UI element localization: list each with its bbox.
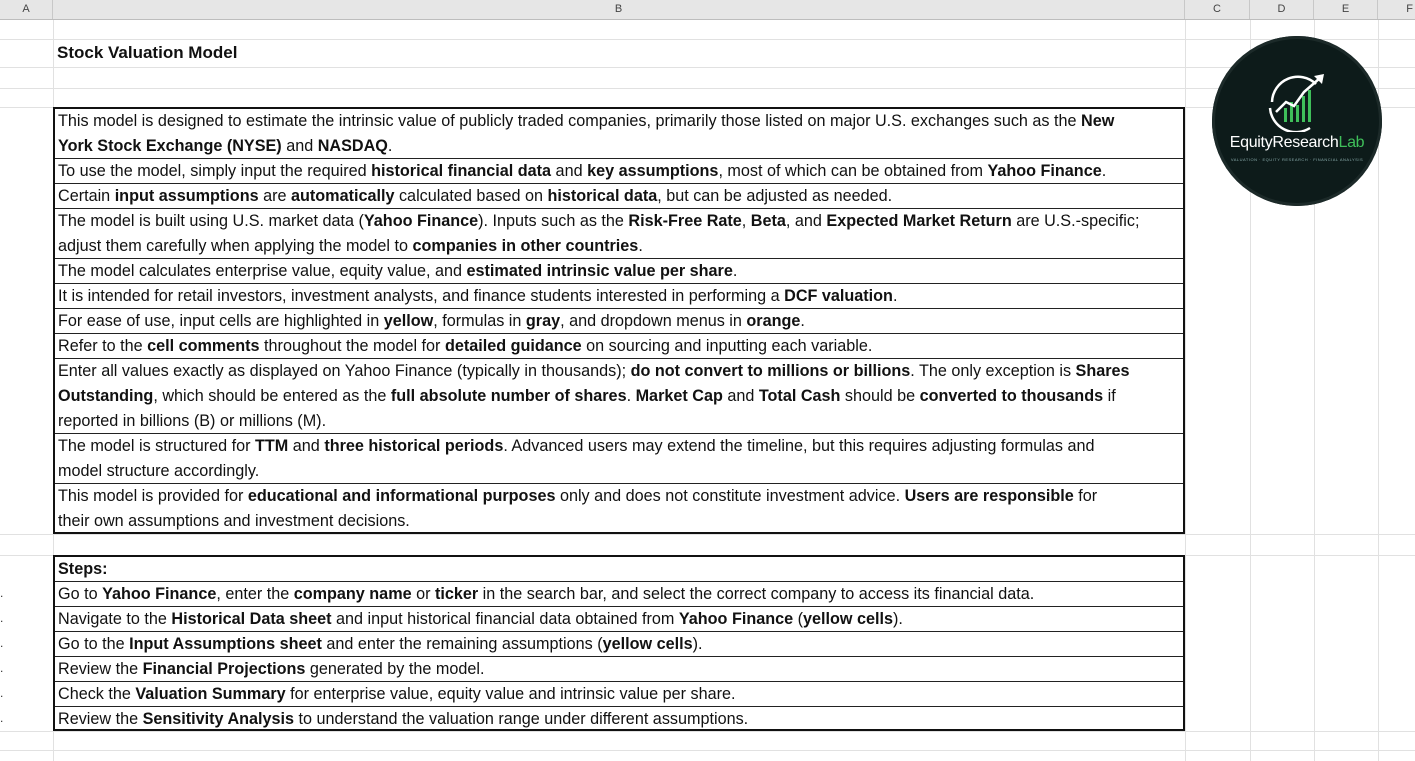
step-marker[interactable]: . [0, 636, 4, 650]
intro-note-row[interactable] [55, 209, 1183, 259]
intro-note-row[interactable] [55, 259, 1183, 284]
intro-note-row[interactable] [55, 359, 1183, 434]
intro-note-row[interactable] [55, 484, 1183, 534]
steps-box [53, 555, 1185, 731]
logo-tagline: VALUATION · EQUITY RESEARCH · FINANCIAL ANALYSIS [1230, 157, 1364, 162]
intro-note-text: model structure accordingly. [58, 462, 260, 480]
intro-note-text: To use the model, simply input the required historical financial data and key assumptions, most of which can be obtained from Yahoo Finance. [58, 162, 1107, 180]
intro-note-row[interactable] [55, 109, 1183, 159]
step-row[interactable]: Go to the Input Assumptions sheet and enter the remaining assumptions (yellow cells). [55, 632, 1183, 657]
intro-note-row[interactable] [55, 284, 1183, 309]
step-marker[interactable]: . [0, 711, 4, 725]
sheet-title[interactable]: Stock Valuation Model [57, 43, 238, 62]
step-marker[interactable]: . [0, 611, 4, 625]
gridline [1185, 20, 1186, 761]
column-header-c[interactable]: C [1185, 0, 1250, 19]
intro-note-row[interactable] [55, 309, 1183, 334]
intro-note-text: reported in billions (B) or millions (M). [58, 412, 327, 430]
step-row[interactable]: Check the Valuation Summary for enterprise value, equity value and intrinsic value per share. [55, 682, 1183, 707]
intro-note-text: The model is structured for TTM and three historical periods. Advanced users may extend the timeline, but this requires adjusting formulas and [58, 437, 1095, 455]
intro-note-text: Enter all values exactly as displayed on Yahoo Finance (typically in thousands); do not convert to millions or billions. The only exception is Shares [58, 362, 1130, 380]
intro-note-text: York Stock Exchange (NYSE) and NASDAQ. [58, 137, 393, 155]
intro-note-text: It is intended for retail investors, investment analysts, and finance students interested in performing a DCF valuation. [58, 287, 898, 305]
intro-note-row[interactable] [55, 159, 1183, 184]
gridline [0, 750, 1415, 751]
column-header-a[interactable]: A [0, 0, 53, 19]
gridline [0, 67, 1415, 68]
intro-note-row[interactable] [55, 334, 1183, 359]
step-row[interactable]: Go to Yahoo Finance, enter the company name or ticker in the search bar, and select the correct company to access its financial data. [55, 582, 1183, 607]
column-header-bar [0, 0, 1415, 20]
intro-note-text: For ease of use, input cells are highlighted in yellow, formulas in gray, and dropdown menus in orange. [58, 312, 805, 330]
intro-note-row[interactable] [55, 434, 1183, 484]
column-header-d[interactable]: D [1250, 0, 1314, 19]
step-marker[interactable]: . [0, 586, 4, 600]
step-row[interactable]: Navigate to the Historical Data sheet and input historical financial data obtained from Yahoo Finance (yellow cells). [55, 607, 1183, 632]
intro-note-text: adjust them carefully when applying the model to companies in other countries. [58, 237, 643, 255]
step-row[interactable]: Review the Financial Projections generated by the model. [55, 657, 1183, 682]
intro-notes-box [53, 107, 1185, 534]
intro-note-text: Certain input assumptions are automatically calculated based on historical data, but can be adjusted as needed. [58, 187, 893, 205]
intro-note-text: This model is designed to estimate the intrinsic value of publicly traded companies, primarily those listed on major U.S. exchanges such as the New [58, 112, 1115, 130]
intro-note-text: This model is provided for educational and informational purposes only and does not constitute investment advice. Users are responsible for [58, 487, 1098, 505]
step-marker[interactable]: . [0, 661, 4, 675]
logo-brand: EquityResearch [1229, 134, 1339, 151]
gridline [0, 88, 1415, 89]
gridline [0, 39, 1415, 40]
intro-note-row[interactable] [55, 184, 1183, 209]
logo-brand-text [1212, 134, 1382, 152]
step-marker[interactable]: . [0, 686, 4, 700]
intro-note-text: Outstanding, which should be entered as the full absolute number of shares. Market Cap and Total Cash should be converted to thousands if [58, 387, 1116, 405]
growth-chart-icon [1264, 72, 1330, 132]
column-header-f[interactable]: F [1406, 3, 1413, 15]
column-header-e[interactable]: E [1314, 0, 1378, 19]
step-row[interactable]: Review the Sensitivity Analysis to understand the valuation range under different assumptions. [58, 710, 749, 728]
intro-note-text: The model calculates enterprise value, equity value, and estimated intrinsic value per share. [58, 262, 738, 280]
intro-note-text: their own assumptions and investment decisions. [58, 512, 410, 530]
column-header-b[interactable]: B [53, 0, 1185, 19]
intro-note-text: Refer to the cell comments throughout the model for detailed guidance on sourcing and inputting each variable. [58, 337, 873, 355]
equity-research-lab-logo [1212, 36, 1382, 206]
intro-note-text: The model is built using U.S. market data (Yahoo Finance). Inputs such as the Risk-Free Rate, Beta, and Expected Market Return are U.S.-specific; [58, 212, 1140, 230]
logo-brand-accent: Lab [1338, 134, 1365, 151]
gridline [0, 534, 1415, 535]
steps-header[interactable]: Steps: [55, 557, 1183, 582]
